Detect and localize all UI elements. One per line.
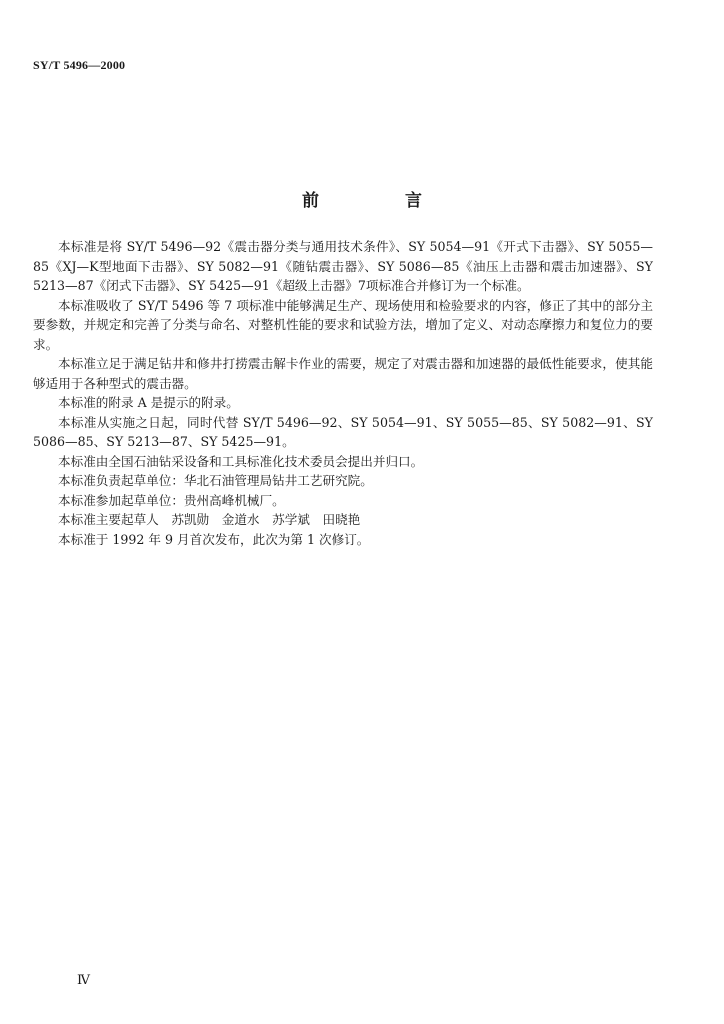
paragraph-publication: 本标准于 1992 年 9 月首次发布，此次为第 1 次修订。 xyxy=(58,531,370,547)
paragraph-replaces: 本标准从实施之日起，同时代替 SY/T 5496—92、SY 5054—91、SY 5055—85、SY 5082—91、SY 5086—85、SY 5213—87、SY 5425—91。 xyxy=(33,414,653,449)
paragraph-lead-drafter: 本标准负责起草单位：华北石油管理局钻井工艺研究院。 xyxy=(58,473,373,488)
foreword-body xyxy=(33,237,653,549)
paragraph-proposer: 本标准由全国石油钻采设备和工具标准化技术委员会提出并归口。 xyxy=(58,453,424,469)
paragraph-drafters: 本标准主要起草人 苏凯勋 金道水 苏学斌 田晓艳 xyxy=(58,512,361,527)
paragraph-participating-drafter: 本标准参加起草单位：贵州高峰机械厂。 xyxy=(58,492,285,508)
standard-code-header: SY/T 5496—2000 xyxy=(33,58,126,72)
paragraph-purpose: 本标准立足于满足钻井和修井打捞震击解卡作业的需要，规定了对震击器和加速器的最低性能要求，使其能够适用于各种型式的震击器。 xyxy=(33,356,653,391)
page-title: 前 言 xyxy=(302,191,462,211)
page-number: Ⅳ xyxy=(77,972,90,987)
paragraph-merged-standards: 本标准是将 SY/T 5496—92《震击器分类与通用技术条件》、SY 5054—91《开式下击器》、SY 5055—85《XJ—K型地面下击器》、SY 5082—91《随钻震击器》、SY 5086—85《油压上击器和震击加速器》、SY 5213—87《闭式下击器》、SY 5425—91《超级上击器》7项标准合并修订为一个标准。 xyxy=(33,239,653,293)
paragraph-appendix: 本标准的附录 A 是提示的附录。 xyxy=(58,395,239,410)
paragraph-revisions: 本标准吸收了 SY/T 5496 等 7 项标准中能够满足生产、现场使用和检验要求的内容，修正了其中的部分主要参数，并规定和完善了分类与命名、对整机性能的要求和试验方法，增加了定义、对动态摩擦力和复位力的要求。 xyxy=(33,297,653,352)
